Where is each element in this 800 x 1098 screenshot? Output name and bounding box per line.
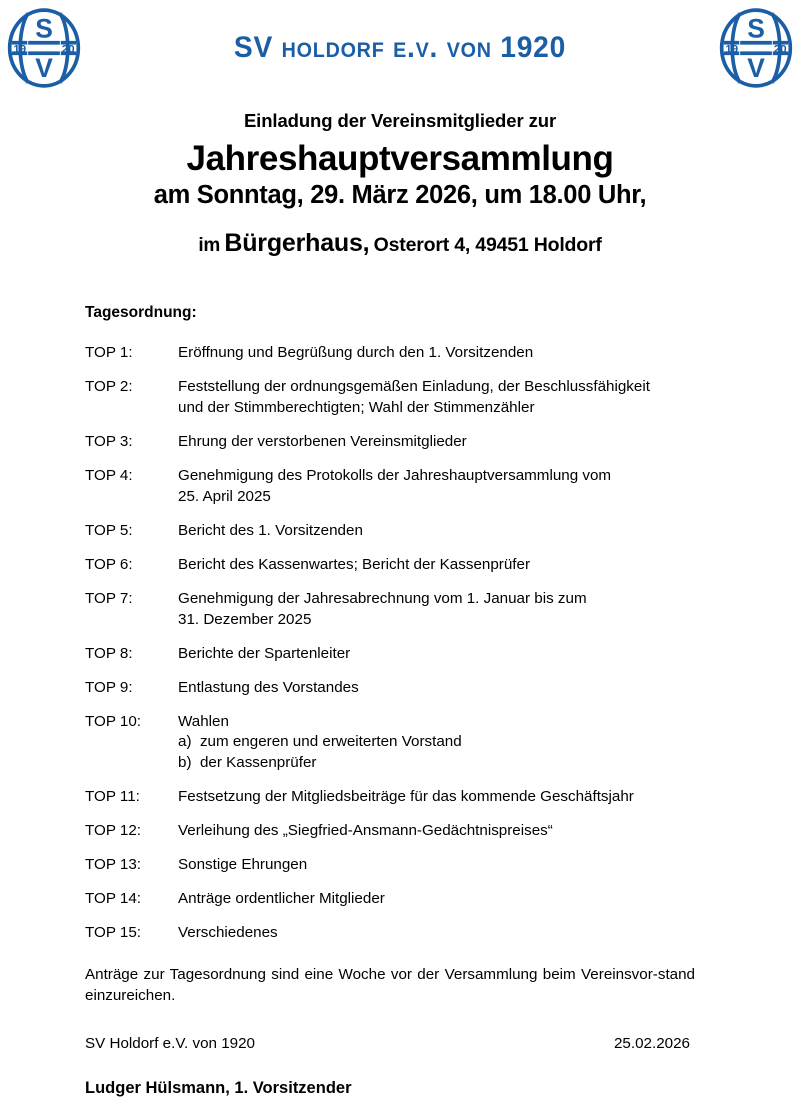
- agenda-item-line: Bericht des 1. Vorsitzenden: [178, 521, 363, 539]
- agenda-item-text: [178, 555, 715, 576]
- crest-letter-bottom: V: [747, 53, 765, 84]
- agenda-heading: Tagesordnung:: [85, 303, 197, 321]
- invitation-venue: [0, 229, 800, 258]
- signatory: Ludger Hülsmann, 1. Vorsitzender: [85, 1079, 352, 1098]
- crest-letter-top: S: [747, 13, 765, 44]
- motions-note-line-2: stand einzureichen.: [85, 966, 695, 1005]
- club-name-title: [107, 31, 694, 65]
- agenda-item-label: TOP 2:: [85, 377, 133, 395]
- agenda-item: [85, 521, 715, 542]
- agenda-item: [85, 432, 715, 453]
- crest-year-right: 20: [773, 43, 787, 56]
- agenda-item-text: [178, 432, 715, 453]
- agenda-item-line: Eröffnung und Begrüßung durch den 1. Vorsitzenden: [178, 343, 534, 361]
- agenda-item-text: [178, 787, 715, 808]
- agenda-item-line: Wahlen: [178, 712, 229, 730]
- venue-prefix: im: [198, 234, 221, 256]
- agenda-item-line: Bericht des Kassenwartes; Bericht der Kassenprüfer: [178, 555, 531, 573]
- agenda-item-label: TOP 15:: [85, 924, 142, 942]
- agenda-item-line: Festsetzung der Mitgliedsbeiträge für das kommende Geschäftsjahr: [178, 788, 634, 806]
- agenda-item-line: Entlastung des Vorstandes: [178, 678, 359, 696]
- agenda-item: [85, 466, 715, 508]
- agenda-item-label: TOP 4:: [85, 466, 133, 484]
- agenda-item-label: TOP 14:: [85, 890, 142, 908]
- agenda-list: [85, 343, 715, 944]
- agenda-item-line: Ehrung der verstorbenen Vereinsmitglieder: [178, 432, 467, 450]
- club-name-rest: holdorf e.v. von 1920: [281, 31, 567, 64]
- invitation-title: Jahreshauptversammlung: [186, 139, 614, 178]
- crest-letter-bottom: V: [35, 53, 53, 84]
- club-name-lead: SV: [233, 31, 274, 64]
- agenda-item-text: [178, 678, 715, 699]
- agenda-item-text: [178, 466, 715, 508]
- agenda-sub-list: [178, 732, 715, 774]
- signature-row: [85, 1035, 690, 1052]
- agenda-item-label: TOP 11:: [85, 788, 140, 806]
- agenda-item-text: [178, 521, 715, 542]
- agenda-item-text: [178, 923, 715, 944]
- agenda-item-label: TOP 3:: [85, 432, 133, 450]
- agenda-item-line: Verleihung des „Siegfried-Ansmann-Gedächtnispreises“: [178, 822, 553, 840]
- agenda-item: [85, 589, 715, 631]
- agenda-item: [85, 821, 715, 842]
- agenda-sub-item-b: b) der Kassenprüfer: [178, 754, 317, 772]
- agenda-item-line: Feststellung der ordnungsgemäßen Einladung, der Beschlussfähigkeit: [178, 377, 650, 395]
- club-crest-right-icon: [712, 4, 800, 92]
- venue-name: Bürgerhaus,: [224, 228, 370, 257]
- agenda-item: [85, 855, 715, 876]
- agenda-item-label: TOP 9:: [85, 678, 133, 696]
- agenda-item-text: [178, 343, 715, 364]
- crest-year-left: 19: [725, 43, 739, 56]
- document-body: [0, 304, 800, 1098]
- agenda-item-line-2: 31. Dezember 2025: [178, 610, 312, 628]
- document-date: 25.02.2026: [613, 1035, 690, 1053]
- motions-note: [85, 965, 695, 1007]
- agenda-item: [85, 555, 715, 576]
- agenda-item-line: Genehmigung der Jahresabrechnung vom 1. Januar bis zum: [178, 589, 587, 607]
- agenda-item-text: [178, 855, 715, 876]
- invitation-datetime: am Sonntag, 29. März 2026, um 18.00 Uhr,: [153, 181, 647, 210]
- invitation-heading-block: [0, 110, 800, 258]
- agenda-item-line: Berichte der Spartenleiter: [178, 644, 351, 662]
- agenda-item-label: TOP 10:: [85, 712, 142, 730]
- agenda-item-label: TOP 5:: [85, 521, 133, 539]
- agenda-item: [85, 923, 715, 944]
- invitation-subtitle: Einladung der Vereinsmitglieder zur: [243, 110, 557, 131]
- agenda-item-text: [178, 889, 715, 910]
- agenda-item: [85, 712, 715, 775]
- agenda-item: [85, 678, 715, 699]
- motions-note-line-1: Anträge zur Tagesordnung sind eine Woche vor der Versammlung beim Vereinsvor-: [85, 966, 658, 984]
- agenda-sub-item-a: a) zum engeren und erweiterten Vorstand: [178, 733, 462, 751]
- agenda-item-text: [178, 712, 715, 775]
- agenda-item: [85, 787, 715, 808]
- venue-address: Osterort 4, 49451 Holdorf: [373, 233, 602, 256]
- agenda-item-text: [178, 821, 715, 842]
- agenda-item: [85, 889, 715, 910]
- agenda-item: [85, 377, 715, 419]
- crest-year-left: 19: [13, 43, 27, 56]
- letterhead: [0, 0, 800, 96]
- agenda-item-label: TOP 13:: [85, 856, 142, 874]
- agenda-item-line: Sonstige Ehrungen: [178, 856, 308, 874]
- agenda-item: [85, 343, 715, 364]
- agenda-item-label: TOP 12:: [85, 822, 142, 840]
- agenda-item-label: TOP 8:: [85, 644, 133, 662]
- agenda-item: [85, 644, 715, 665]
- agenda-item-text: [178, 644, 715, 665]
- agenda-item-line: Verschiedenes: [178, 924, 278, 942]
- agenda-item-line: Anträge ordentlicher Mitglieder: [178, 890, 385, 908]
- agenda-item-text: [178, 377, 715, 419]
- club-crest-left-icon: [0, 4, 88, 92]
- club-footer-name: SV Holdorf e.V. von 1920: [85, 1035, 255, 1053]
- agenda-item-label: TOP 6:: [85, 555, 133, 573]
- agenda-item-label: TOP 7:: [85, 589, 133, 607]
- agenda-item-line-2: 25. April 2025: [178, 487, 271, 505]
- agenda-item-line: Genehmigung des Protokolls der Jahreshauptversammlung vom: [178, 466, 612, 484]
- agenda-item-line-2: und der Stimmberechtigten; Wahl der Stimmenzähler: [178, 398, 535, 416]
- agenda-item-label: TOP 1:: [85, 343, 133, 361]
- crest-letter-top: S: [35, 13, 53, 44]
- agenda-item-text: [178, 589, 715, 631]
- crest-year-right: 20: [61, 43, 75, 56]
